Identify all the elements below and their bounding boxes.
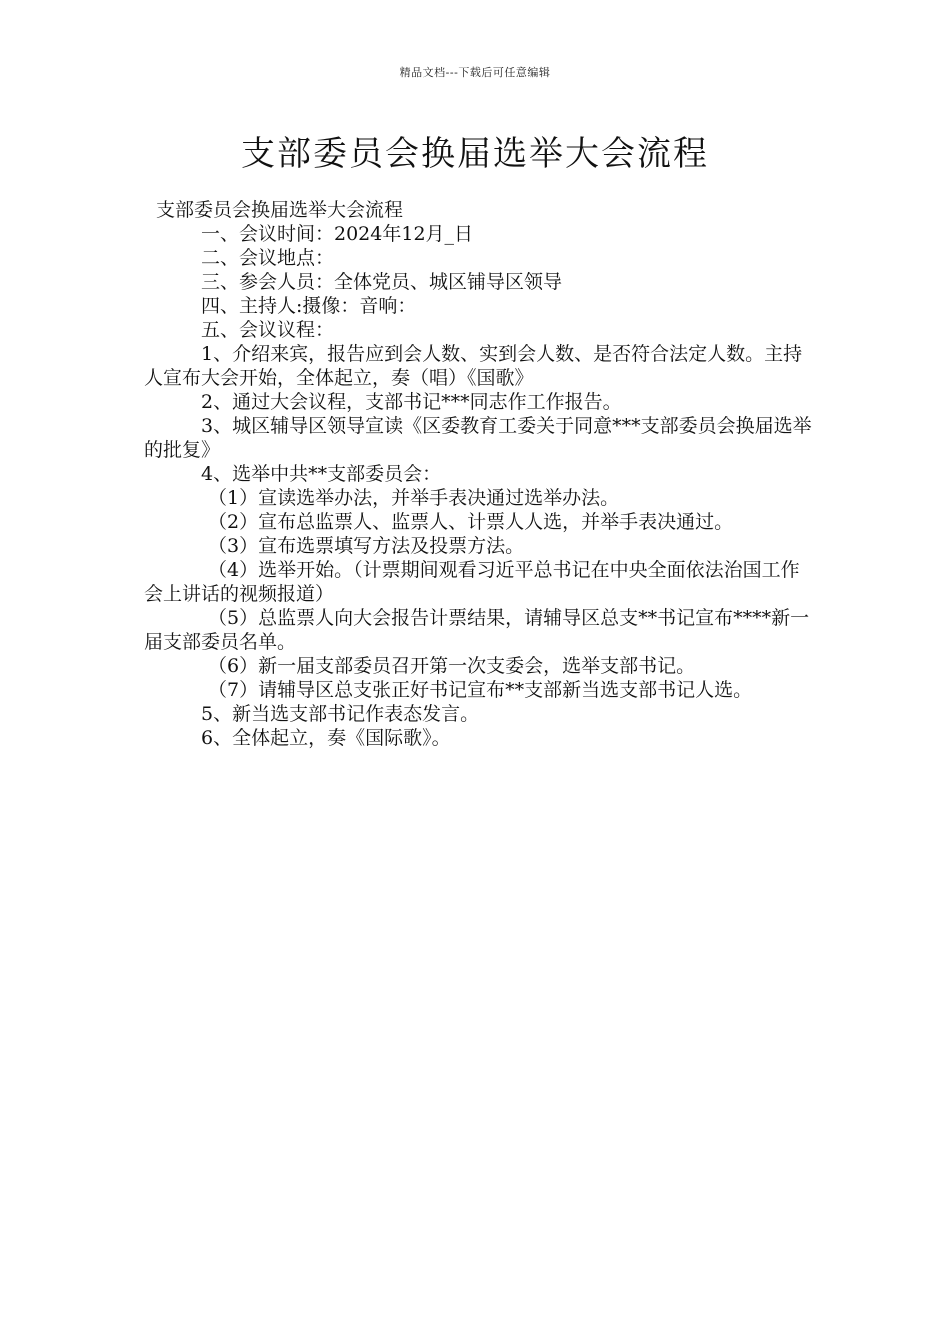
header-note: 精品文档---下载后可任意编辑 bbox=[399, 66, 551, 79]
election-step-6: （6）新一届支部委员召开第一次支委会，选举支部书记。 bbox=[208, 655, 696, 677]
election-step-7: （7）请辅导区总支张正好书记宣布**支部新当选支部书记人选。 bbox=[208, 679, 753, 701]
document-body bbox=[144, 198, 812, 750]
document-title: 支部委员会换届选举大会流程 bbox=[241, 134, 709, 174]
meeting-time: 一、会议时间：2024年12月_日 bbox=[201, 223, 474, 245]
election-step-3: （3）宣布选票填写方法及投票方法。 bbox=[208, 535, 525, 557]
document-subtitle: 支部委员会换届选举大会流程 bbox=[156, 199, 404, 221]
attendees: 三、参会人员：全体党员、城区铺导区领导 bbox=[201, 271, 563, 293]
agenda-item-2: 2、通过大会议程，支部书记***同志作工作报告。 bbox=[201, 391, 622, 413]
host-staff: 四、主持人:摄像：音响： bbox=[201, 295, 417, 317]
agenda-item-4: 4、选举中共**支部委员会： bbox=[201, 463, 442, 485]
agenda-heading: 五、会议议程： bbox=[201, 319, 335, 341]
agenda-item-1: 1、介绍来宾，报告应到会人数、实到会人数、是否符合法定人数。主持人宣布大会开始，全体起立，奏（唱）《国歌》 bbox=[144, 343, 803, 389]
agenda-item-5: 5、新当选支部书记作表态发言。 bbox=[201, 703, 480, 725]
agenda-item-3: 3、城区辅导区领导宣读《区委教育工委关于同意***支部委员会换届选举的批复》 bbox=[144, 415, 812, 461]
election-step-2: （2）宣布总监票人、监票人、计票人人选，并举手表决通过。 bbox=[208, 511, 734, 533]
meeting-location: 二、会议地点： bbox=[201, 247, 335, 269]
election-step-5: （5）总监票人向大会报告计票结果，请辅导区总支**书记宣布****新一届支部委员名单。 bbox=[144, 607, 810, 653]
election-step-4: （4）选举开始。（计票期间观看习近平总书记在中央全面依法治国工作会上讲话的视频报道） bbox=[144, 559, 800, 605]
election-step-1: （1）宣读选举办法，并举手表决通过选举办法。 bbox=[208, 487, 620, 509]
agenda-item-6: 6、全体起立，奏《国际歌》。 bbox=[201, 727, 451, 749]
